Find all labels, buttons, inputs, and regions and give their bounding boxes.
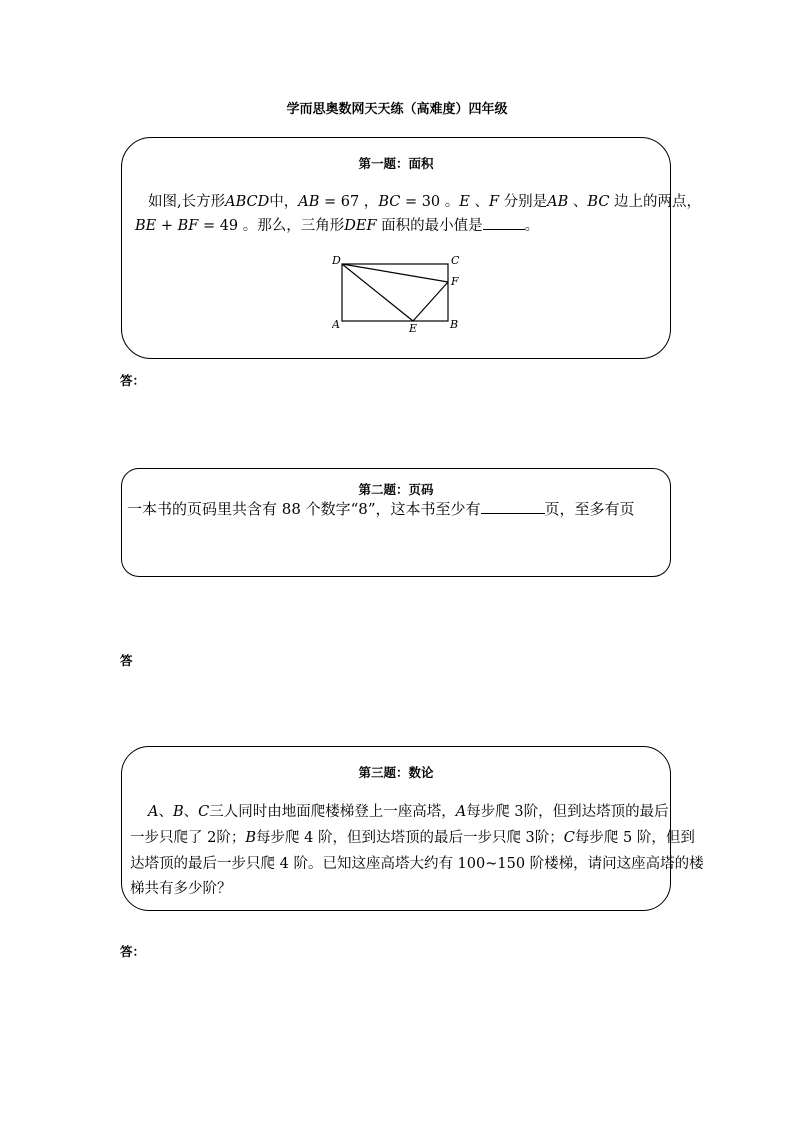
question-3-line-3: 达塔顶的最后一步只爬 4 阶。已知这座高塔大约有 100~150 阶楼梯，请问这座高塔的楼 xyxy=(130,856,704,872)
q3-var: C xyxy=(198,804,210,820)
question-1-title: 第一题：面积 xyxy=(358,156,434,171)
q1-var: BF xyxy=(177,218,199,234)
question-3-box xyxy=(121,746,704,911)
answer-blank[interactable] xyxy=(483,215,525,230)
q3-text: 每步爬 4 阶，但到达塔顶的最后一步只爬 3阶； xyxy=(256,830,564,846)
q1-var: ABCD xyxy=(225,194,270,210)
question-1-line-2 xyxy=(135,214,539,238)
page-title: 学而思奥数网天天练（高难度）四年级 xyxy=(286,102,508,117)
question-3-line-2 xyxy=(130,826,695,850)
q3-var: A xyxy=(455,804,467,820)
question-2-box xyxy=(121,468,671,577)
q1-text: = 49 。那么，三角形 xyxy=(198,218,345,234)
q3-var: B xyxy=(172,804,184,820)
question-1-line-1 xyxy=(148,190,701,214)
answer-label-2: 答 xyxy=(120,653,133,668)
label-a: A xyxy=(332,318,340,331)
q1-text: 边上的两点， xyxy=(609,194,702,210)
label-f: F xyxy=(451,275,459,288)
q3-text: 每步爬 5 阶，但到 xyxy=(574,830,695,846)
label-b: B xyxy=(450,318,459,331)
q3-text: 三人同时由地面爬楼梯登上一座高塔， xyxy=(209,804,456,820)
q3-var: C xyxy=(563,830,575,846)
question-1-box xyxy=(121,137,702,359)
answer-blank[interactable] xyxy=(481,499,545,514)
q3-text: 每步爬 3阶，但到达塔顶的最后 xyxy=(466,804,669,820)
segment-ef xyxy=(413,282,448,321)
q1-text: = 30 。 xyxy=(400,194,460,210)
q1-var: AB xyxy=(298,194,320,210)
question-3-line-4: 梯共有多少阶？ xyxy=(130,881,232,897)
q1-var: BC xyxy=(378,194,401,210)
answer-label-3: 答： xyxy=(120,944,146,959)
q1-var: F xyxy=(488,194,500,210)
q2-text: 页，至多有页 xyxy=(544,500,635,518)
q1-var: BE xyxy=(135,218,157,234)
q1-text: 、 xyxy=(568,194,588,210)
rectangle-figure xyxy=(332,254,592,336)
q1-text: 如图,长方形 xyxy=(148,194,226,210)
q1-var: DEF xyxy=(344,218,377,234)
question-2-text xyxy=(127,498,672,520)
q3-text: 、 xyxy=(183,804,199,820)
answer-label-1: 答： xyxy=(120,373,146,388)
label-c: C xyxy=(451,254,460,267)
q1-var: AB xyxy=(547,194,569,210)
q1-var: BC xyxy=(587,194,610,210)
q3-var: A xyxy=(148,804,159,820)
q1-text: 面积的最小值是 xyxy=(376,218,483,234)
q1-var: E xyxy=(459,194,470,210)
question-2-title: 第二题：页码 xyxy=(358,482,434,497)
q1-text: 中， xyxy=(269,194,299,210)
q2-text: 一本书的页码里共含有 88 个数字“8”，这本书至少有 xyxy=(127,500,481,518)
question-3-line-1 xyxy=(148,800,669,824)
q1-text: 、 xyxy=(469,194,489,210)
segment-de xyxy=(342,264,413,321)
q1-text: 分别是 xyxy=(499,194,548,210)
label-e: E xyxy=(409,322,418,335)
q3-text: 一步只爬了 2阶； xyxy=(130,830,246,846)
q3-text: 、 xyxy=(158,804,173,820)
question-3-title: 第三题：数论 xyxy=(358,765,434,780)
q1-text: 。 xyxy=(524,218,540,234)
q3-var: B xyxy=(245,830,256,846)
q1-text: = 67 ， xyxy=(319,194,379,210)
q1-text: + xyxy=(156,218,178,234)
segment-df xyxy=(342,264,448,282)
label-d: D xyxy=(332,254,341,267)
